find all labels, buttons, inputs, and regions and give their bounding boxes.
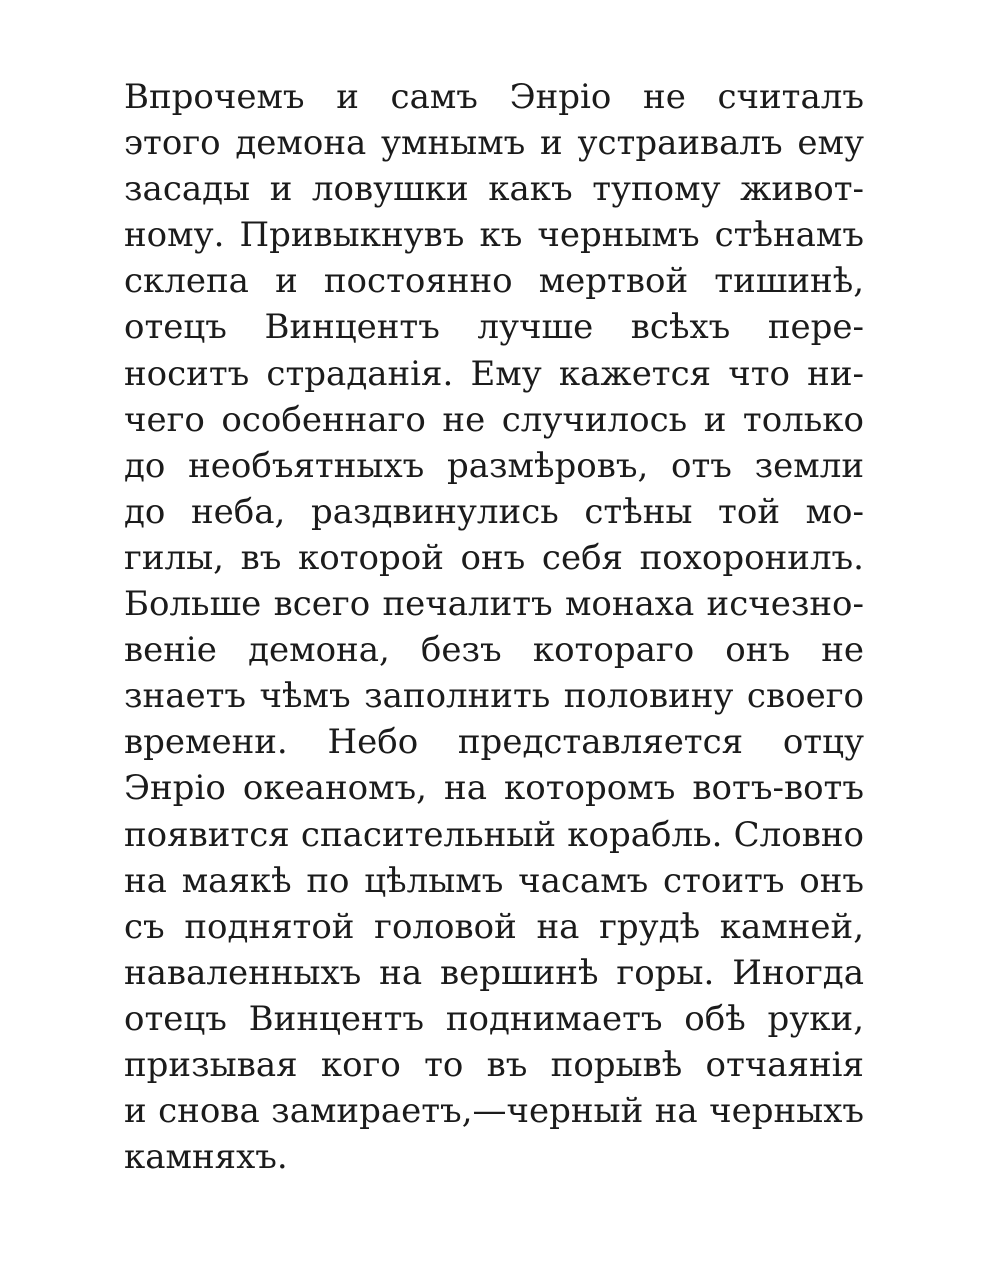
text-line: времени. Небо представляется отцу bbox=[124, 722, 864, 763]
text-line: Энріо океаномъ, на которомъ вотъ-вотъ bbox=[124, 768, 864, 809]
text-line: до неба, раздвинулись стѣны той мо- bbox=[124, 491, 864, 532]
text-line: знаетъ чѣмъ заполнить половину своего bbox=[124, 676, 864, 717]
text-line: этого демона умнымъ и устраивалъ ему bbox=[124, 123, 864, 164]
text-line: появится спасительный корабль. Словно bbox=[124, 814, 864, 855]
text-line: на маякѣ по цѣлымъ часамъ стоитъ онъ bbox=[124, 860, 864, 901]
text-line-last: камняхъ. bbox=[124, 1137, 288, 1178]
text-line: отецъ Винцентъ поднимаетъ обѣ руки, bbox=[124, 998, 864, 1039]
text-line: призывая кого то въ порывѣ отчаянія bbox=[124, 1044, 864, 1085]
text-line: чего особеннаго не случилось и только bbox=[124, 399, 864, 440]
text-line: Впрочемъ и самъ Энріо не считалъ bbox=[124, 77, 864, 117]
text-line: веніе демона, безъ котораго онъ не bbox=[124, 630, 864, 671]
text-line: и снова замираетъ,—черный на черныхъ bbox=[124, 1091, 864, 1132]
text-body bbox=[124, 74, 864, 1180]
text-line: отецъ Винцентъ лучше всѣхъ пере- bbox=[124, 307, 864, 348]
text-line: Больше всего печалитъ монаха исчезно- bbox=[124, 584, 864, 625]
text-line: носитъ страданія. Ему кажется что ни- bbox=[124, 353, 864, 394]
text-line: засады и ловушки какъ тупому живот- bbox=[124, 169, 864, 210]
text-line: склепа и постоянно мертвой тишинѣ, bbox=[124, 261, 864, 302]
text-line: наваленныхъ на вершинѣ горы. Иногда bbox=[124, 952, 864, 993]
text-line: ному. Привыкнувъ къ чернымъ стѣнамъ bbox=[124, 215, 864, 256]
text-line: съ поднятой головой на грудѣ камней, bbox=[124, 906, 864, 947]
text-line: до необъятныхъ размѣровъ, отъ земли bbox=[124, 445, 864, 486]
text-line: гилы, въ которой онъ себя похоронилъ. bbox=[124, 537, 864, 578]
